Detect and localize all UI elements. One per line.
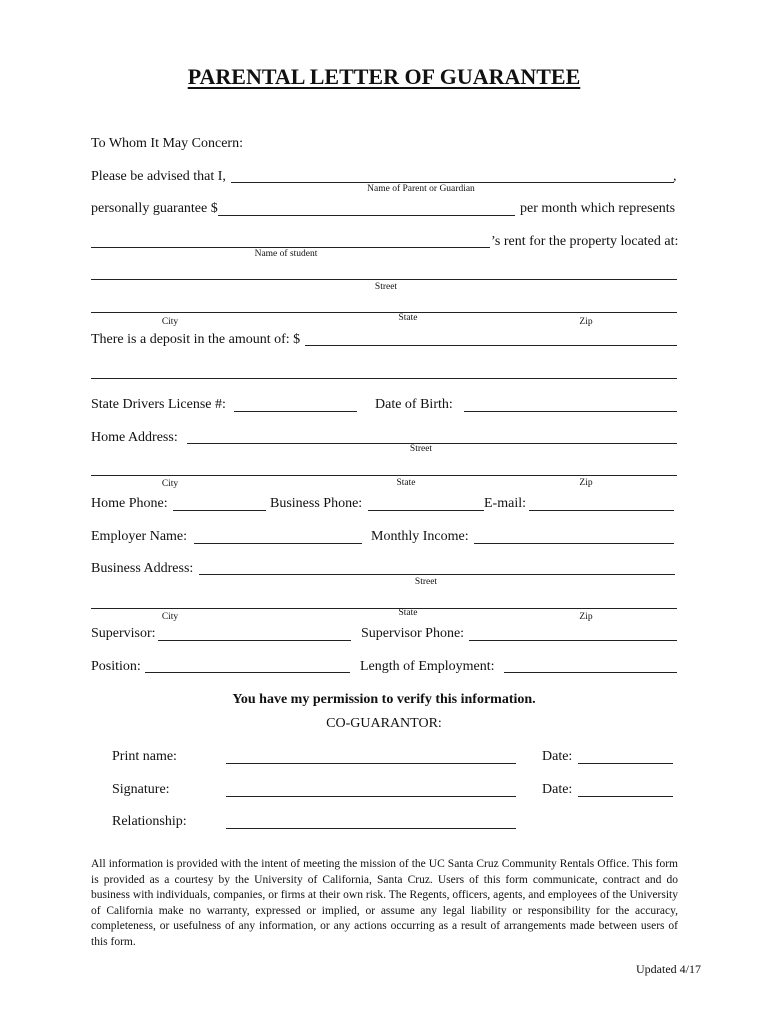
signature-label: Signature: bbox=[112, 782, 170, 797]
license-label: State Drivers License #: bbox=[91, 397, 226, 412]
business-street-field[interactable] bbox=[199, 574, 675, 575]
supervisor-phone-field[interactable] bbox=[469, 640, 677, 641]
property-street-field[interactable] bbox=[91, 279, 677, 280]
supervisor-label: Supervisor: bbox=[91, 626, 156, 641]
advised-comma: , bbox=[673, 169, 677, 184]
rent-label: ’s rent for the property located at: bbox=[491, 234, 679, 249]
permission-statement: You have my permission to verify this information. bbox=[232, 692, 536, 707]
guarantee-amount-field[interactable] bbox=[218, 215, 515, 216]
dob-field[interactable] bbox=[464, 411, 677, 412]
supervisor-field[interactable] bbox=[158, 640, 351, 641]
updated-note: Updated 4/17 bbox=[636, 962, 701, 976]
print-date-label: Date: bbox=[542, 749, 573, 764]
email-field[interactable] bbox=[529, 510, 674, 511]
business-city-caption: City bbox=[161, 612, 179, 622]
income-field[interactable] bbox=[474, 543, 674, 544]
business-address-label: Business Address: bbox=[91, 561, 194, 576]
home-phone-field[interactable] bbox=[173, 510, 266, 511]
signature-field[interactable] bbox=[226, 796, 516, 797]
home-zip-caption: Zip bbox=[579, 478, 593, 488]
student-name-field[interactable] bbox=[91, 247, 490, 248]
home-city-state-zip-field[interactable] bbox=[91, 475, 677, 476]
print-name-label: Print name: bbox=[112, 749, 177, 764]
advised-label: Please be advised that I, bbox=[91, 169, 226, 184]
relationship-label: Relationship: bbox=[112, 814, 187, 829]
parent-name-field[interactable] bbox=[231, 182, 674, 183]
license-field[interactable] bbox=[234, 411, 357, 412]
employer-label: Employer Name: bbox=[91, 529, 188, 544]
income-label: Monthly Income: bbox=[371, 529, 469, 544]
relationship-field[interactable] bbox=[226, 828, 516, 829]
home-address-label: Home Address: bbox=[91, 430, 178, 445]
dob-label: Date of Birth: bbox=[375, 397, 453, 412]
home-phone-label: Home Phone: bbox=[91, 496, 168, 511]
business-street-caption: Street bbox=[414, 577, 438, 587]
property-city-caption: City bbox=[161, 317, 179, 327]
business-phone-label: Business Phone: bbox=[270, 496, 363, 511]
property-zip-caption: Zip bbox=[579, 317, 593, 327]
property-state-caption: State bbox=[398, 313, 418, 323]
employer-field[interactable] bbox=[194, 543, 362, 544]
co-guarantor-heading: CO-GUARANTOR: bbox=[326, 716, 442, 731]
parent-name-caption: Name of Parent or Guardian bbox=[367, 184, 475, 194]
disclaimer-text: All information is provided with the intent of meeting the mission of the UC Santa Cruz Community Rentals Office. This form is provided as a courtesy by the University of California, Santa Cruz. Users of this form communicate, contract and do business with individuals, companies, or firms at their own risk. The Regents, officers, agents, and employees of the University of California make no warranty, expressed or implied, or assume any legal liability or responsibility for the accuracy, completeness, or usefulness of any information, or any actions occurring as a result of arrangements made between users of this form. bbox=[91, 858, 678, 948]
student-name-caption: Name of student bbox=[254, 249, 318, 259]
deposit-extra-field[interactable] bbox=[91, 378, 677, 379]
deposit-amount-field[interactable] bbox=[305, 345, 677, 346]
salutation: To Whom It May Concern: bbox=[91, 136, 243, 151]
print-name-field[interactable] bbox=[226, 763, 516, 764]
business-phone-field[interactable] bbox=[368, 510, 484, 511]
print-date-field[interactable] bbox=[578, 763, 673, 764]
supervisor-phone-label: Supervisor Phone: bbox=[361, 626, 465, 641]
email-label: E-mail: bbox=[484, 496, 526, 511]
signature-date-field[interactable] bbox=[578, 796, 673, 797]
employment-length-label: Length of Employment: bbox=[360, 659, 495, 674]
guarantee-suffix: per month which represents bbox=[520, 201, 676, 216]
home-state-caption: State bbox=[396, 478, 416, 488]
property-street-caption: Street bbox=[374, 282, 398, 292]
business-zip-caption: Zip bbox=[579, 612, 593, 622]
position-field[interactable] bbox=[145, 672, 350, 673]
position-label: Position: bbox=[91, 659, 141, 674]
business-state-caption: State bbox=[398, 608, 418, 618]
home-city-caption: City bbox=[161, 479, 179, 489]
page-title: PARENTAL LETTER OF GUARANTEE bbox=[187, 64, 581, 89]
deposit-label: There is a deposit in the amount of: $ bbox=[91, 332, 301, 347]
home-street-caption: Street bbox=[409, 444, 433, 454]
guarantee-label: personally guarantee $ bbox=[91, 201, 218, 216]
signature-date-label: Date: bbox=[542, 782, 573, 797]
employment-length-field[interactable] bbox=[504, 672, 677, 673]
